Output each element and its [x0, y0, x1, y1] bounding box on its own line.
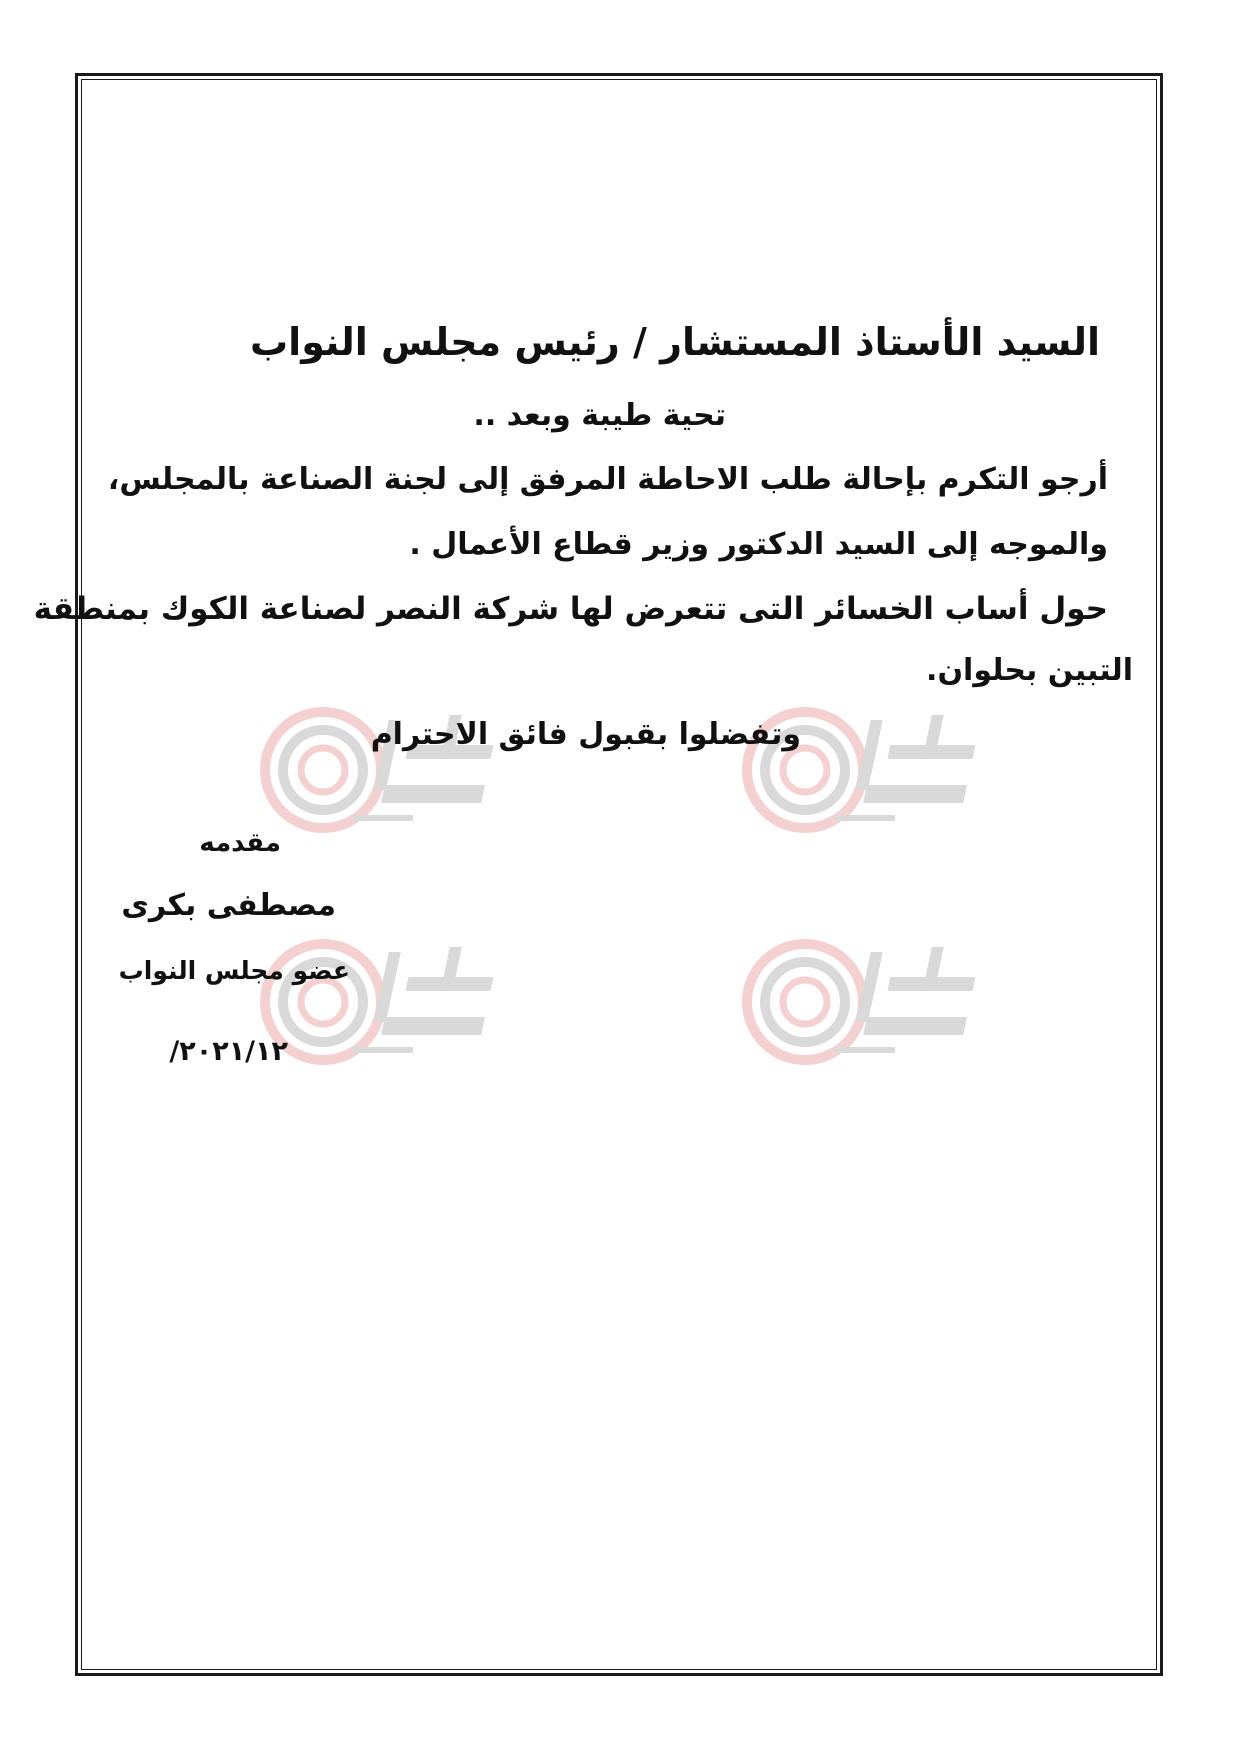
letter-greeting: تحية طيبة وبعد .. [473, 398, 726, 433]
letter-body-line: التبين بحلوان. [926, 653, 1133, 688]
submitter-role: عضو مجلس النواب [118, 956, 350, 985]
page-border-inner [81, 79, 1157, 1670]
letter-body-line: حول أساب الخسائر التى تتعرض لها شركة النصر لصناعة الكوك بمنطقة [33, 591, 1108, 627]
submitter-name: مصطفى بكرى [121, 888, 336, 923]
letter-date: ٢٠٢١/١٢/ [169, 1036, 288, 1067]
submitter-label: مقدمه [199, 828, 281, 858]
letter-closing: وتفضلوا بقبول فائق الاحترام [370, 717, 801, 752]
letter-body-line: أرجو التكرم بإحالة طلب الاحاطة المرفق إلى لجنة الصناعة بالمجلس، [107, 462, 1108, 497]
letter-body-line: والموجه إلى السيد الدكتور وزير قطاع الأعمال . [409, 527, 1108, 562]
letter-salutation: السيد الأستاذ المستشار / رئيس مجلس النواب [249, 320, 1100, 364]
